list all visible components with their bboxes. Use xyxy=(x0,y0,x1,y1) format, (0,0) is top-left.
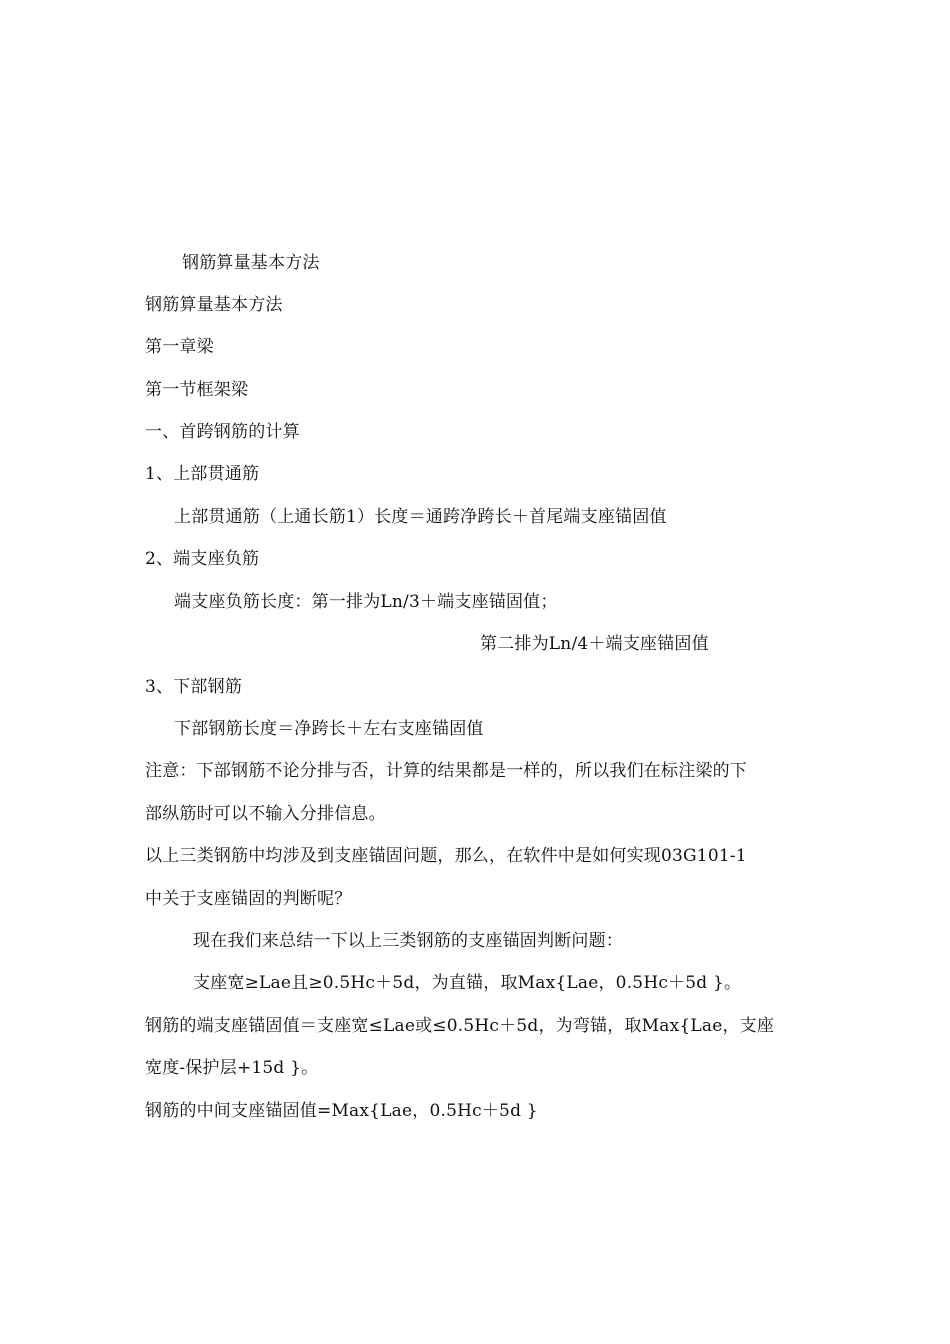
section-heading: 第一节框架梁 xyxy=(145,380,249,400)
note-line-1: 注意：下部钢筋不论分排与否，计算的结果都是一样的，所以我们在标注梁的下 xyxy=(145,761,747,781)
note-line-2: 部纵筋时可以不输入分排信息。 xyxy=(145,804,386,824)
item2-formula-first-row: 端支座负筋长度：第一排为Ln/3＋端支座锚固值； xyxy=(174,592,558,612)
chapter-heading: 第一章梁 xyxy=(145,337,214,357)
rule-middle-anchor: 钢筋的中间支座锚固值=Max{Lae，0.5Hc＋5d } xyxy=(145,1101,538,1121)
part-heading: 一、首跨钢筋的计算 xyxy=(145,422,300,442)
rule-bent-anchor-line-1: 钢筋的端支座锚固值＝支座宽≤Lae或≤0.5Hc＋5d，为弯锚，取Max{Lae，支座 xyxy=(145,1016,775,1036)
rule-bent-anchor-line-2: 宽度-保护层+15d }。 xyxy=(145,1058,319,1078)
item2-heading: 2、端支座负筋 xyxy=(145,549,260,569)
rule-straight-anchor: 支座宽≥Lae且≥0.5Hc＋5d，为直锚，取Max{Lae，0.5Hc＋5d }。 xyxy=(193,973,742,993)
document-title: 钢筋算量基本方法 xyxy=(182,253,320,273)
item1-heading: 1、上部贯通筋 xyxy=(145,464,260,484)
item3-heading: 3、下部钢筋 xyxy=(145,677,243,697)
question-line-2: 中关于支座锚固的判断呢？ xyxy=(145,889,352,909)
item3-formula: 下部钢筋长度＝净跨长＋左右支座锚固值 xyxy=(174,719,484,739)
question-line-1: 以上三类钢筋中均涉及到支座锚固问题，那么，在软件中是如何实现03G101-1 xyxy=(145,846,747,866)
document-subtitle: 钢筋算量基本方法 xyxy=(145,295,283,315)
item1-formula: 上部贯通筋（上通长筋1）长度＝通跨净跨长＋首尾端支座锚固值 xyxy=(174,507,667,527)
summary-intro: 现在我们来总结一下以上三类钢筋的支座锚固判断问题： xyxy=(193,931,623,951)
item2-formula-second-row: 第二排为Ln/4＋端支座锚固值 xyxy=(480,634,709,654)
